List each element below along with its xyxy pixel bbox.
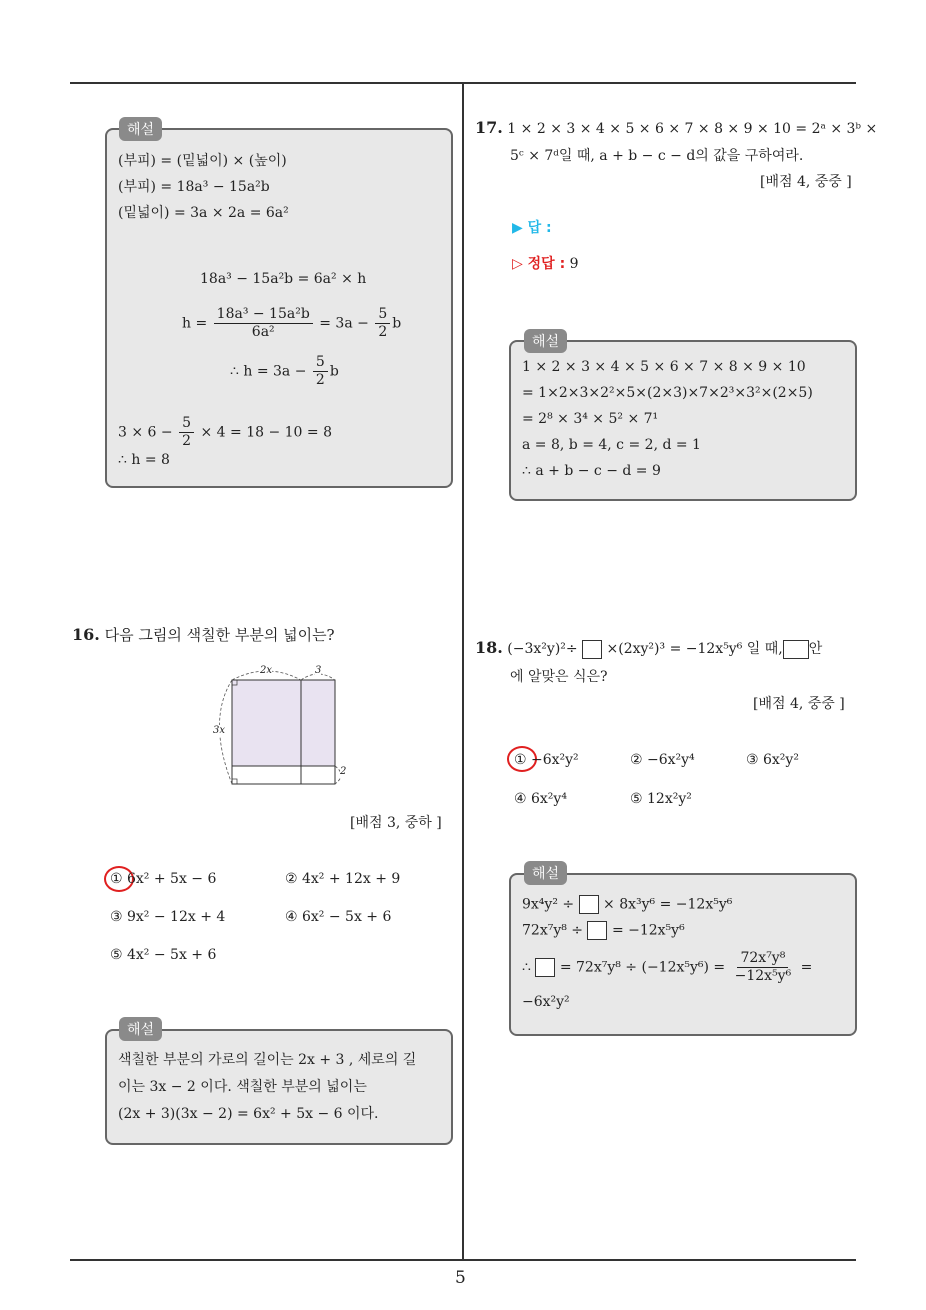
q18-explain-1: 9x⁴y² ÷ × 8x³y⁶ = −12x⁵y⁶: [522, 896, 733, 913]
q17-explain-4: a = 8, b = 4, c = 2, d = 1: [522, 437, 701, 453]
explain-tag: 해설: [524, 329, 567, 353]
q17-explain-5: ∴ a + b − c − d = 9: [522, 463, 661, 479]
q17-explain-1: 1 × 2 × 3 × 4 × 5 × 6 × 7 × 8 × 9 × 10: [522, 359, 806, 375]
q18-choice-1[interactable]: ① −6x²y²: [514, 752, 579, 768]
q18-explain-4: −6x²y²: [522, 994, 570, 1010]
explain-tag: 해설: [119, 1017, 162, 1041]
q18-score: [배점 4, 중중 ]: [753, 696, 845, 712]
fig-label-2x: 2x: [260, 665, 273, 676]
q15-center-2: h = $\frac{\text{18a³ − 15a²b}}{\text{6a²}}$ = 3a − $\frac{5}{2}$ b: [182, 306, 402, 340]
q18-choice-2[interactable]: ② −6x²y⁴: [630, 752, 695, 768]
q15-line-2: (부피) = 18a³ − 15a²b: [118, 179, 270, 195]
q18-frac: $\frac{\text{72x⁷y⁸}}{\text{−12x⁵y⁶}}$: [734, 950, 792, 984]
fig-label-3x: 3x: [213, 725, 226, 736]
fig-label-2: 2: [340, 766, 347, 777]
q18-choice-3[interactable]: ③ 6x²y²: [746, 752, 799, 768]
q16-choice-2[interactable]: ② 4x² + 12x + 9: [285, 871, 401, 887]
q15-c2-lhs: h =: [182, 315, 208, 332]
column-divider: [462, 83, 464, 1260]
answer-input-label[interactable]: ▶ 답 :: [512, 220, 552, 236]
explain-tag: 해설: [119, 117, 162, 141]
q15-line-4: 3 × 6 − $\frac{5}{2}$ × 4 = 18 − 10 = 8: [118, 415, 332, 449]
q16-choice-1[interactable]: ① 6x² + 5x − 6: [110, 871, 217, 887]
q17-explain-3: = 2⁸ × 3⁴ × 5² × 7¹: [522, 411, 659, 427]
q15-center-3: ∴ h = 3a − $\frac{5}{2}$ b: [230, 354, 339, 388]
bottom-rule: [70, 1259, 856, 1261]
shaded-region: [232, 680, 335, 766]
q16-explain-2: 이는 3x − 2 이다. 색칠한 부분의 넓이는: [118, 1079, 367, 1095]
q18-line-1: 18. (−3x²y)²÷ ×(2xy²)³ = −12x⁵y⁶ 일 때, 안: [475, 638, 823, 657]
q16-text: 다음 그림의 색칠한 부분의 넓이는?: [104, 626, 335, 644]
q18-line-2: 에 알맞은 식은?: [510, 669, 608, 685]
q18-explain-3: ∴ = 72x⁷y⁸ ÷ (−12x⁵y⁶) = $\frac{\text{72x⁷y⁸}}{\text{−12x⁵y⁶}}$ =: [522, 950, 813, 984]
blank-box: [587, 921, 607, 940]
q16-choice-5[interactable]: ⑤ 4x² − 5x + 6: [110, 947, 217, 963]
q16-score: [배점 3, 중하 ]: [350, 815, 442, 831]
q18-choice-4[interactable]: ④ 6x²y⁴: [514, 791, 567, 807]
q15-center-1: 18a³ − 15a²b = 6a² × h: [200, 271, 367, 287]
q16-number: 16.: [72, 625, 100, 644]
q15-line-1: (부피) = (밑넓이) × (높이): [118, 153, 287, 169]
blank-box: [579, 895, 599, 914]
q16-explain-3: (2x + 3)(3x − 2) = 6x² + 5x − 6 이다.: [118, 1106, 379, 1122]
q15-line-3: (밑넓이) = 3a × 2a = 6a²: [118, 205, 289, 221]
q17-explain-2: = 1×2×3×2²×5×(2×3)×7×2³×3²×(2×5): [522, 385, 813, 401]
q17-number: 17.: [475, 118, 503, 137]
blank-box: [582, 640, 602, 659]
q16-choice-4[interactable]: ④ 6x² − 5x + 6: [285, 909, 392, 925]
q17-line-1: 17. 1 × 2 × 3 × 4 × 5 × 6 × 7 × 8 × 9 × 10 = 2ᵃ × 3ᵇ ×: [475, 118, 878, 137]
explain-tag: 해설: [524, 861, 567, 885]
q15-line-5: ∴ h = 8: [118, 452, 170, 468]
q18-choice-5[interactable]: ⑤ 12x²y²: [630, 791, 692, 807]
q15-c2-frac: $\frac{\text{18a³ − 15a²b}}{\text{6a²}}$: [214, 306, 313, 341]
q18-number: 18.: [475, 638, 503, 657]
q16-figure: [205, 660, 360, 790]
q16-explain-1: 색칠한 부분의 가로의 길이는 2x + 3 , 세로의 길: [118, 1052, 417, 1068]
correct-answer: ▷ 정답 : 9: [512, 256, 579, 272]
q17-score: [배점 4, 중중 ]: [760, 174, 852, 190]
q18-explain-2: 72x⁷y⁸ ÷ = −12x⁵y⁶: [522, 922, 685, 939]
q16-question: [72, 624, 335, 645]
q16-choice-3[interactable]: ③ 9x² − 12x + 4: [110, 909, 226, 925]
blank-box: [535, 958, 555, 977]
page-number: 5: [455, 1268, 466, 1288]
q17-line-2: 5ᶜ × 7ᵈ일 때, a + b − c − d의 값을 구하여라.: [510, 148, 804, 164]
blank-box: [783, 640, 809, 659]
fig-label-3: 3: [315, 665, 322, 676]
